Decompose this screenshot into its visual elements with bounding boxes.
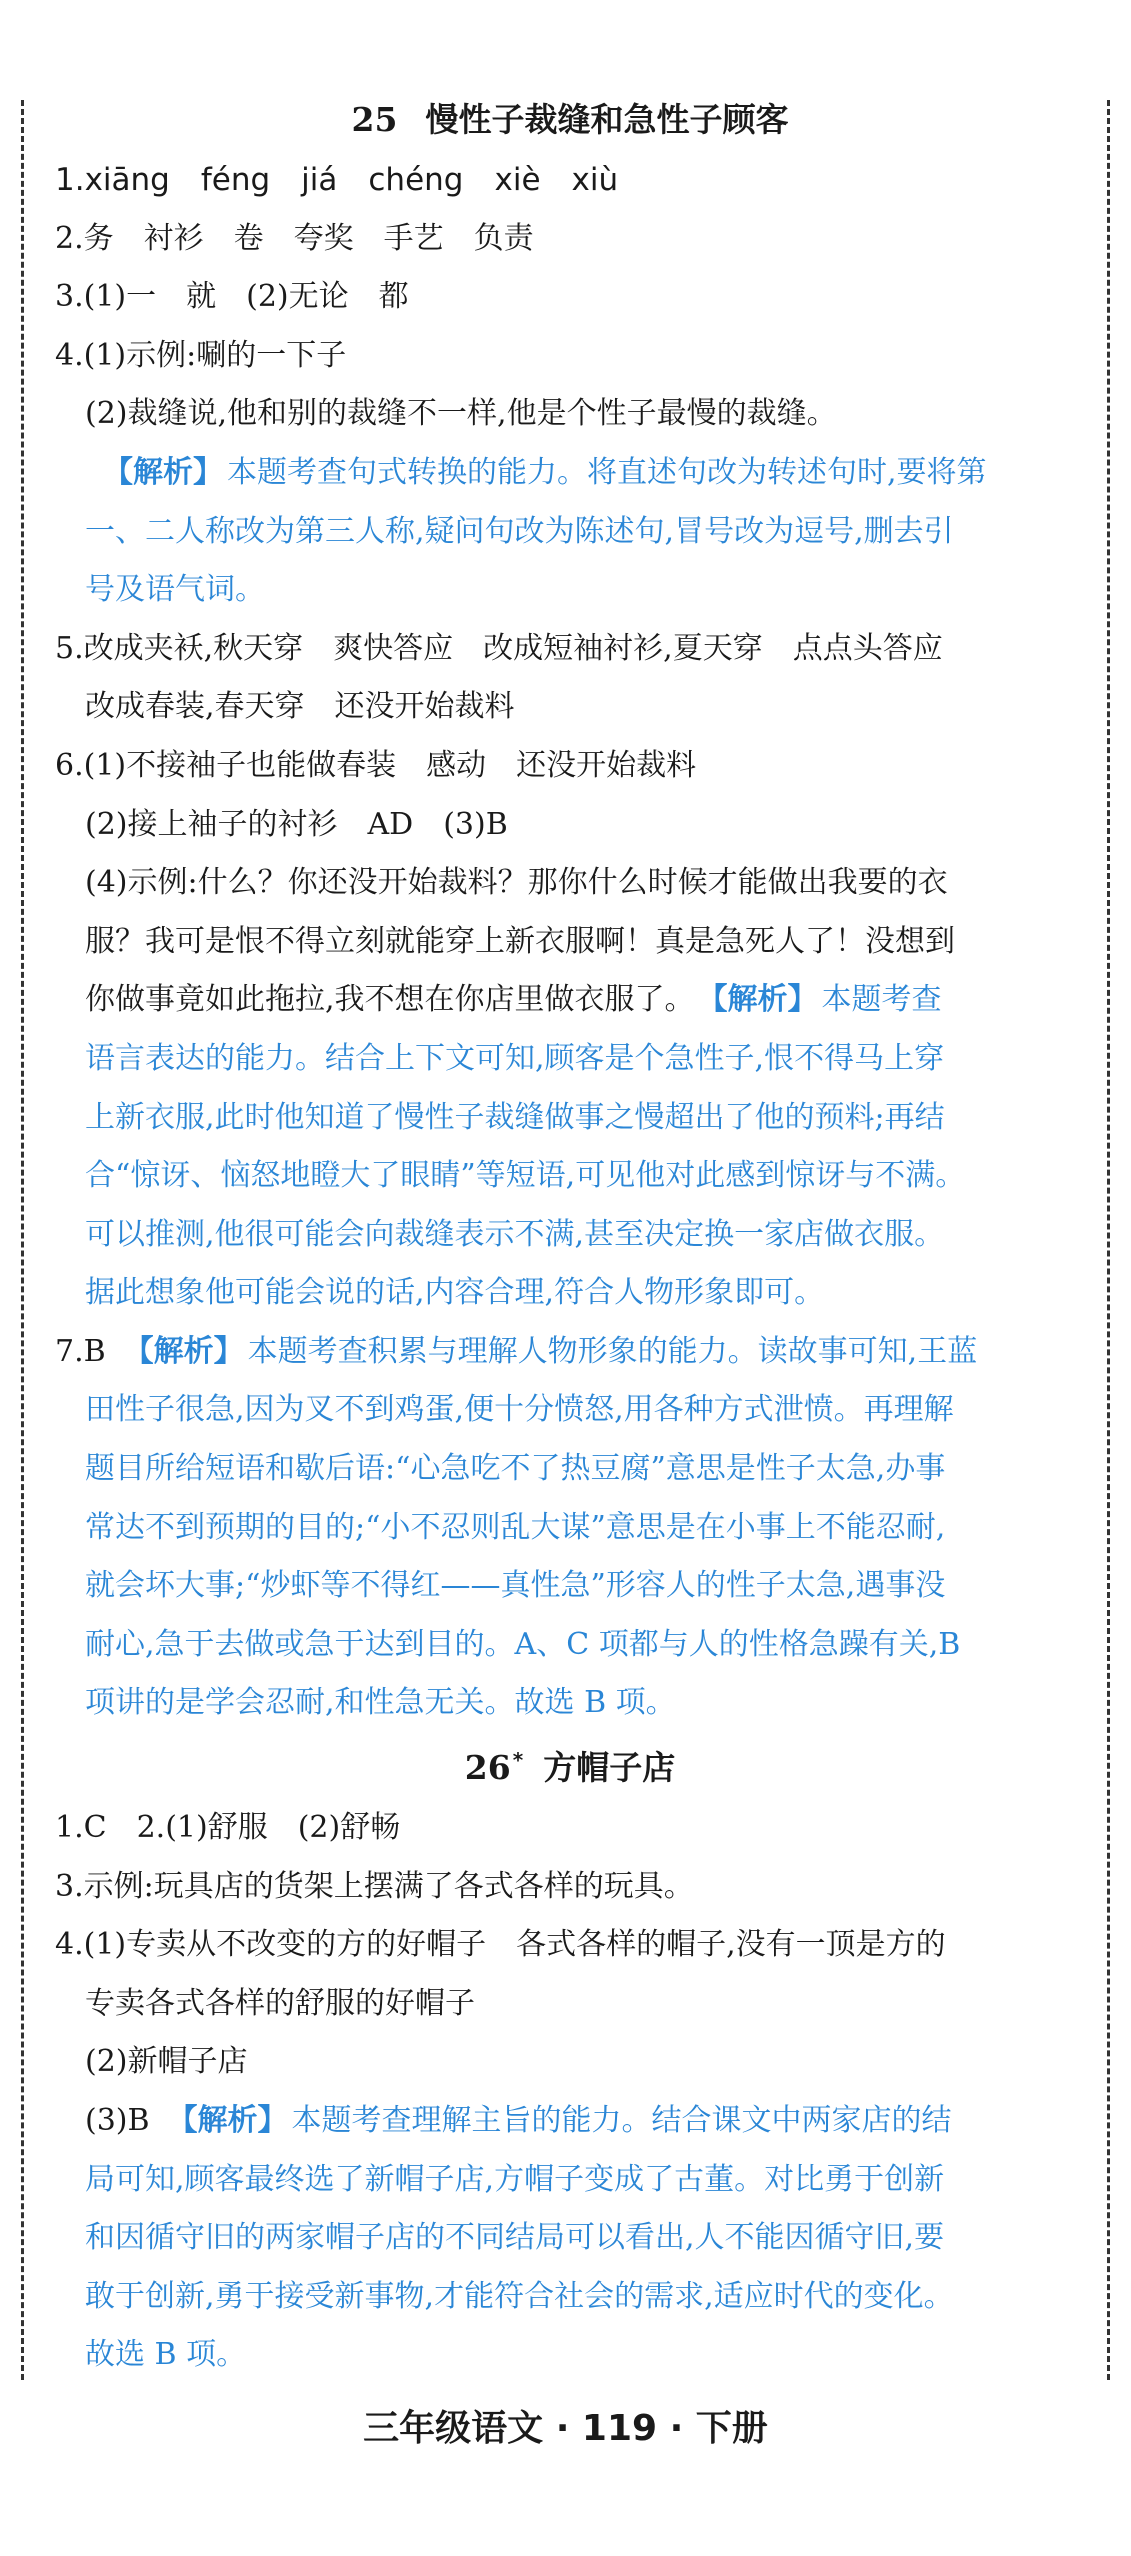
- answer-text: (2)接上袖子的衬衫 AD (3)B: [85, 806, 508, 842]
- answer-line: [55, 1674, 1085, 1733]
- answer-line: [55, 2326, 1085, 2385]
- answer-line: [55, 1616, 1085, 1675]
- analysis-tag: 【解析】: [103, 454, 223, 490]
- answer-line: [55, 385, 1085, 444]
- answer-line: [55, 1206, 1085, 1265]
- answer-text: 3.(1)一 就 (2)无论 都: [55, 279, 409, 315]
- analysis-text: 耐心,急于去做或急于达到目的。A、C 项都与人的性格急躁有关,B: [85, 1626, 961, 1662]
- section-25-title: [55, 95, 1085, 145]
- answer-line: [55, 620, 1085, 679]
- answer-text: 1.xiāng féng jiá chéng xiè xiù: [55, 162, 619, 198]
- answer-text: 6.(1)不接袖子也能做春装 感动 还没开始裁料: [55, 747, 697, 783]
- analysis-text: 题目所给短语和歇后语:“心急吃不了热豆腐”意思是性子太急,办事: [85, 1451, 946, 1487]
- answer-line: [55, 2151, 1085, 2210]
- answer-line: [55, 1381, 1085, 1440]
- analysis-tag: 【解析】: [712, 982, 818, 1018]
- answer-text: 你做事竟如此拖拉,我不想在你店里做衣服了。: [85, 982, 695, 1018]
- answer-line: [55, 854, 1085, 913]
- answer-text: 5.改成夹袄,秋天穿 爽快答应 改成短袖衬衫,夏天穿 点点头答应: [55, 630, 943, 666]
- answer-text: (2)新帽子店: [85, 2044, 248, 2080]
- answer-line: [55, 561, 1085, 620]
- answer-line: [55, 1499, 1085, 1558]
- answer-line: [55, 2092, 1085, 2151]
- answer-line: [55, 503, 1085, 562]
- answer-text: (2)裁缝说,他和别的裁缝不一样,他是个性子最慢的裁缝。: [85, 396, 837, 432]
- analysis-text: 就会坏大事;“炒虾等不得红——真性急”形容人的性子太急,遇事没: [85, 1568, 946, 1604]
- analysis-text: 常达不到预期的目的;“小不忍则乱大谋”意思是在小事上不能忍耐,: [85, 1509, 946, 1545]
- answer-line: [55, 327, 1085, 386]
- answer-line: [55, 1557, 1085, 1616]
- analysis-text: 可以推测,他很可能会向裁缝表示不满,甚至决定换一家店做衣服。: [85, 1216, 945, 1252]
- answer-line: [55, 796, 1085, 855]
- answer-line: [55, 971, 1085, 1030]
- analysis-text: 一、二人称改为第三人称,疑问句改为陈述句,冒号改为逗号,删去引: [85, 513, 954, 549]
- answer-line: [55, 1975, 1085, 2034]
- answer-text: (3)B: [85, 2103, 150, 2138]
- right-dashed-border: [1107, 100, 1110, 2380]
- answer-line: [55, 737, 1085, 796]
- answer-line: [55, 151, 1085, 210]
- analysis-text: 局可知,顾客最终选了新帽子店,方帽子变成了古董。对比勇于创新: [85, 2161, 945, 2197]
- answer-text: 服？我可是恨不得立刻就能穿上新衣服啊！真是急死人了！没想到: [85, 923, 955, 959]
- analysis-text: 本题考查积累与理解人物形象的能力。读故事可知,王蓝: [247, 1333, 978, 1369]
- answer-text: 3.示例:玩具店的货架上摆满了各式各样的玩具。: [55, 1868, 694, 1904]
- analysis-text: 敢于创新,勇于接受新事物,才能符合社会的需求,适应时代的变化。: [85, 2278, 954, 2314]
- analysis-text: 语言表达的能力。结合上下文可知,顾客是个急性子,恨不得马上穿: [85, 1040, 945, 1076]
- answer-text: 2.务 衬衫 卷 夸奖 手艺 负责: [55, 220, 534, 256]
- analysis-text: 本题考查句式转换的能力。将直述句改为转述句时,要将第: [227, 454, 987, 490]
- answer-line: [55, 1440, 1085, 1499]
- answer-text: 专卖各式各样的舒服的好帽子: [85, 1985, 475, 2021]
- answer-line: [55, 1323, 1085, 1382]
- answer-line: [55, 1858, 1085, 1917]
- answer-line: [55, 210, 1085, 269]
- answer-line: [55, 444, 1085, 503]
- page-footer: 三年级语文 · 119 · 下册: [363, 2408, 768, 2449]
- analysis-text: 本题考查: [821, 982, 942, 1018]
- analysis-text: 田性子很急,因为叉不到鸡蛋,便十分愤怒,用各种方式泄愤。再理解: [85, 1392, 954, 1428]
- answer-line: [55, 268, 1085, 327]
- answer-line: [55, 678, 1085, 737]
- answer-line: [55, 1147, 1085, 1206]
- answer-page: [55, 95, 1085, 2385]
- answer-line: [55, 1089, 1085, 1148]
- answer-line: [55, 1030, 1085, 1089]
- analysis-text: 上新衣服,此时他知道了慢性子裁缝做事之慢超出了他的预料;再结: [85, 1099, 945, 1135]
- analysis-text: 本题考查理解主旨的能力。结合课文中两家店的结: [291, 2103, 952, 2138]
- section-title: 慢性子裁缝和急性子顾客: [425, 100, 789, 139]
- answer-line: [55, 1264, 1085, 1323]
- answer-line: [55, 913, 1085, 972]
- answer-text: 1.C 2.(1)舒服 (2)舒畅: [55, 1810, 401, 1846]
- section-number: 26: [464, 1748, 511, 1788]
- answer-text: 7.B: [55, 1333, 106, 1369]
- answer-line: [55, 2033, 1085, 2092]
- answer-line: [55, 1799, 1085, 1858]
- section-title: 方帽子店: [543, 1748, 676, 1788]
- analysis-text: 故选 B 项。: [85, 2337, 247, 2373]
- optional-mark: *: [512, 1748, 524, 1773]
- answer-text: (4)示例:什么？你还没开始裁料？那你什么时候才能做出我要的衣: [85, 865, 948, 901]
- section-number: 25: [351, 100, 398, 139]
- answer-line: [55, 1916, 1085, 1975]
- section-26-answers: [55, 1799, 1085, 2385]
- analysis-text: 项讲的是学会忍耐,和性急无关。故选 B 项。: [85, 1685, 676, 1721]
- analysis-text: 合“惊讶、恼怒地瞪大了眼睛”等短语,可见他对此感到惊讶与不满。: [85, 1158, 966, 1194]
- answer-line: [55, 2268, 1085, 2327]
- answer-text: 4.(1)专卖从不改变的方的好帽子 各式各样的帽子,没有一顶是方的: [55, 1927, 946, 1963]
- answer-text: 改成春装,春天穿 还没开始裁料: [85, 689, 515, 725]
- answer-line: [55, 2209, 1085, 2268]
- answer-text: 4.(1)示例:唰的一下子: [55, 337, 347, 373]
- analysis-tag: 【解析】: [123, 1333, 244, 1369]
- analysis-text: 据此想象他可能会说的话,内容合理,符合人物形象即可。: [85, 1275, 825, 1311]
- analysis-text: 和因循守旧的两家帽子店的不同结局可以看出,人不能因循守旧,要: [85, 2220, 945, 2256]
- left-dashed-border: [21, 100, 24, 2380]
- analysis-text: 号及语气词。: [85, 572, 265, 608]
- section-26-title: [55, 1735, 1085, 1793]
- section-25-answers: [55, 151, 1085, 1733]
- analysis-tag: 【解析】: [167, 2103, 288, 2138]
